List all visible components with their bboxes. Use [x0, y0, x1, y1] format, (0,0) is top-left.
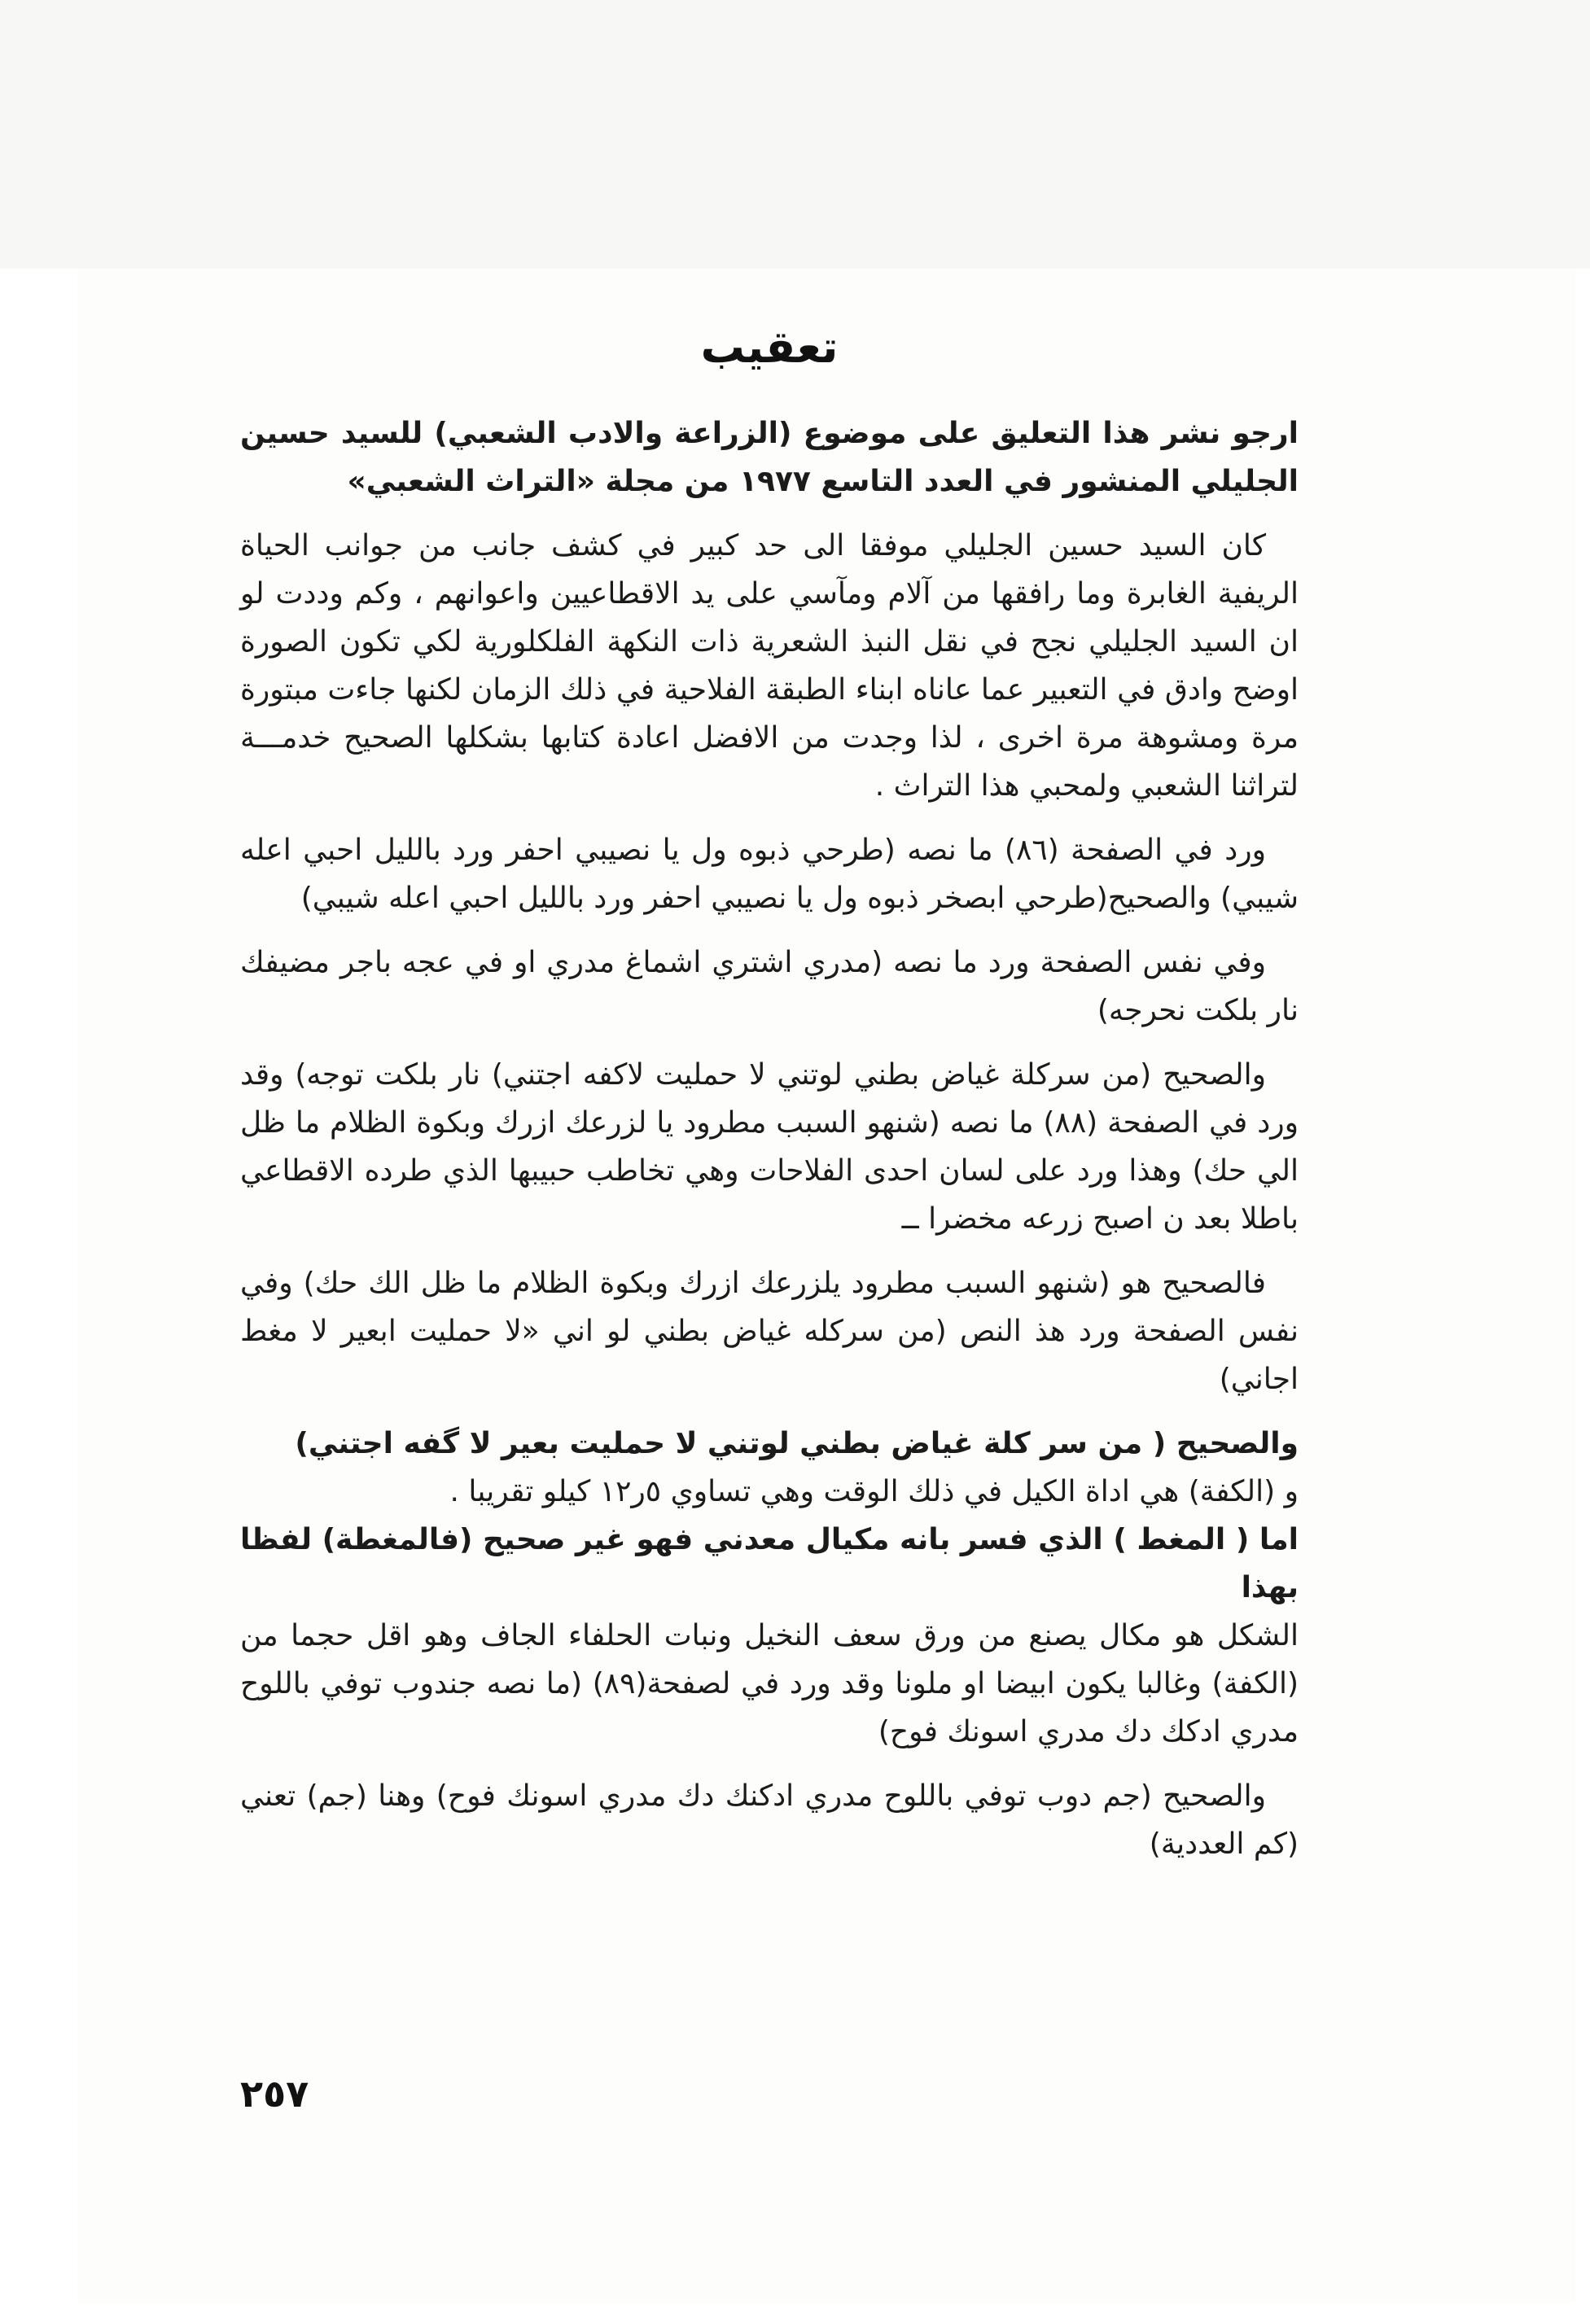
- kaffa-definition-line: و (الكفة) هي اداة الكيل في ذلك الوقت وهي تساوي ٥ر١٢ كيلو تقريبا .: [449, 1475, 1299, 1508]
- body-paragraph-4: والصحيح (من سركلة غياض بطني لوتني لا حمليت لاكفه اجتني) نار بلكت توجه) وقد ورد في الصفحة (٨٨) ما نصه (شنهو السبب مطرود يا لزرعك ازرك وبكوة الظلام ما ظل الي حك) وهذا ورد على لسان احدى الفلاحات وهي تخاطب حبيبها الذي طرده الاقطاعي باطلا بعد ن اصبح زرعه مخضرا ــ: [240, 1058, 1299, 1236]
- mughat-bold-line: اما ( المغط ) الذي فسر بانه مكيال معدني فهو غير صحيح (فالمغطة) لفظا بهذا: [240, 1523, 1299, 1604]
- closing-paragraph: والصحيح (جم دوب توفي باللوح مدري ادكنك دك مدري اسونك فوح) وهنا (جم) تعني (كم العددية): [240, 1779, 1299, 1861]
- article-title: تعقيب: [700, 322, 839, 373]
- body-paragraph-3: وفي نفس الصفحة ورد ما نصه (مدري اشتري اشماغ مدري او في عجه باجر مضيفك نار بلكت نحرجه): [240, 946, 1299, 1027]
- body-paragraph-5: فالصحيح هو (شنهو السبب مطرود يلزرعك ازرك وبكوة الظلام ما ظل الك حك) وفي نفس الصفحة ورد هذ النص (من سركله غياض بطني لو اني «لا حمليت ابعير لا مغط اجاني): [240, 1267, 1299, 1396]
- scan-top-margin: [0, 0, 1590, 269]
- mughat-explanation: الشكل هو مكال يصنع من ورق سعف النخيل ونبات الحلفاء الجاف وهو اقل حجما من (الكفة) وغالبا يكون ابيضا او ملونا وقد ورد في لصفحة(٨٩) (ما نصه جندوب توفي باللوح مدري ادكك دك مدري اسونك فوح): [240, 1619, 1299, 1748]
- intro-paragraph: ارجو نشر هذا التعليق على موضوع (الزراعة والادب الشعبي) للسيد حسين الجليلي المنشور في العدد التاسع ١٩٧٧ من مجلة «التراث الشعبي»: [240, 417, 1299, 498]
- page-number: ٢٥٧: [240, 2072, 309, 2116]
- body-paragraph-1: كان السيد حسين الجليلي موفقا الى حد كبير في كشف جانب من جوانب الحياة الريفية الغابرة وما رافقها من آلام ومآسي على يد الاقطاعيين واعوانهم ، وكم وددت لو ان السيد الجليلي نجح في نقل النبذ الشعرية ذات النكهة الفلكلورية لكي تكون الصورة اوضح وادق في التعبير عما عاناه ابناء الطبقة الفلاحية في ذلك الزمان لكنها جاءت مبتورة مرة ومشوهة مرة اخرى ، لذا وجدت من الافضل اعادة كتابها بشكلها الصحيح خدمـــة لتراثنا الشعبي ولمحبي هذا التراث .: [240, 529, 1299, 803]
- article: [240, 322, 1299, 1884]
- body-paragraph-2: ورد في الصفحة (٨٦) ما نصه (طرحي ذبوه ول يا نصيبي احفر ورد بالليل احبي اعله شيبي) والصحيح(طرحي ابصخر ذبوه ول يا نصيبي احفر ورد بالليل احبي اعله شيبي): [240, 834, 1299, 915]
- correction-block: [240, 1420, 1299, 1756]
- correction-bold-line: والصحيح ( من سر كلة غياض بطني لوتني لا حمليت بعير لا گفه اجتني): [295, 1427, 1299, 1460]
